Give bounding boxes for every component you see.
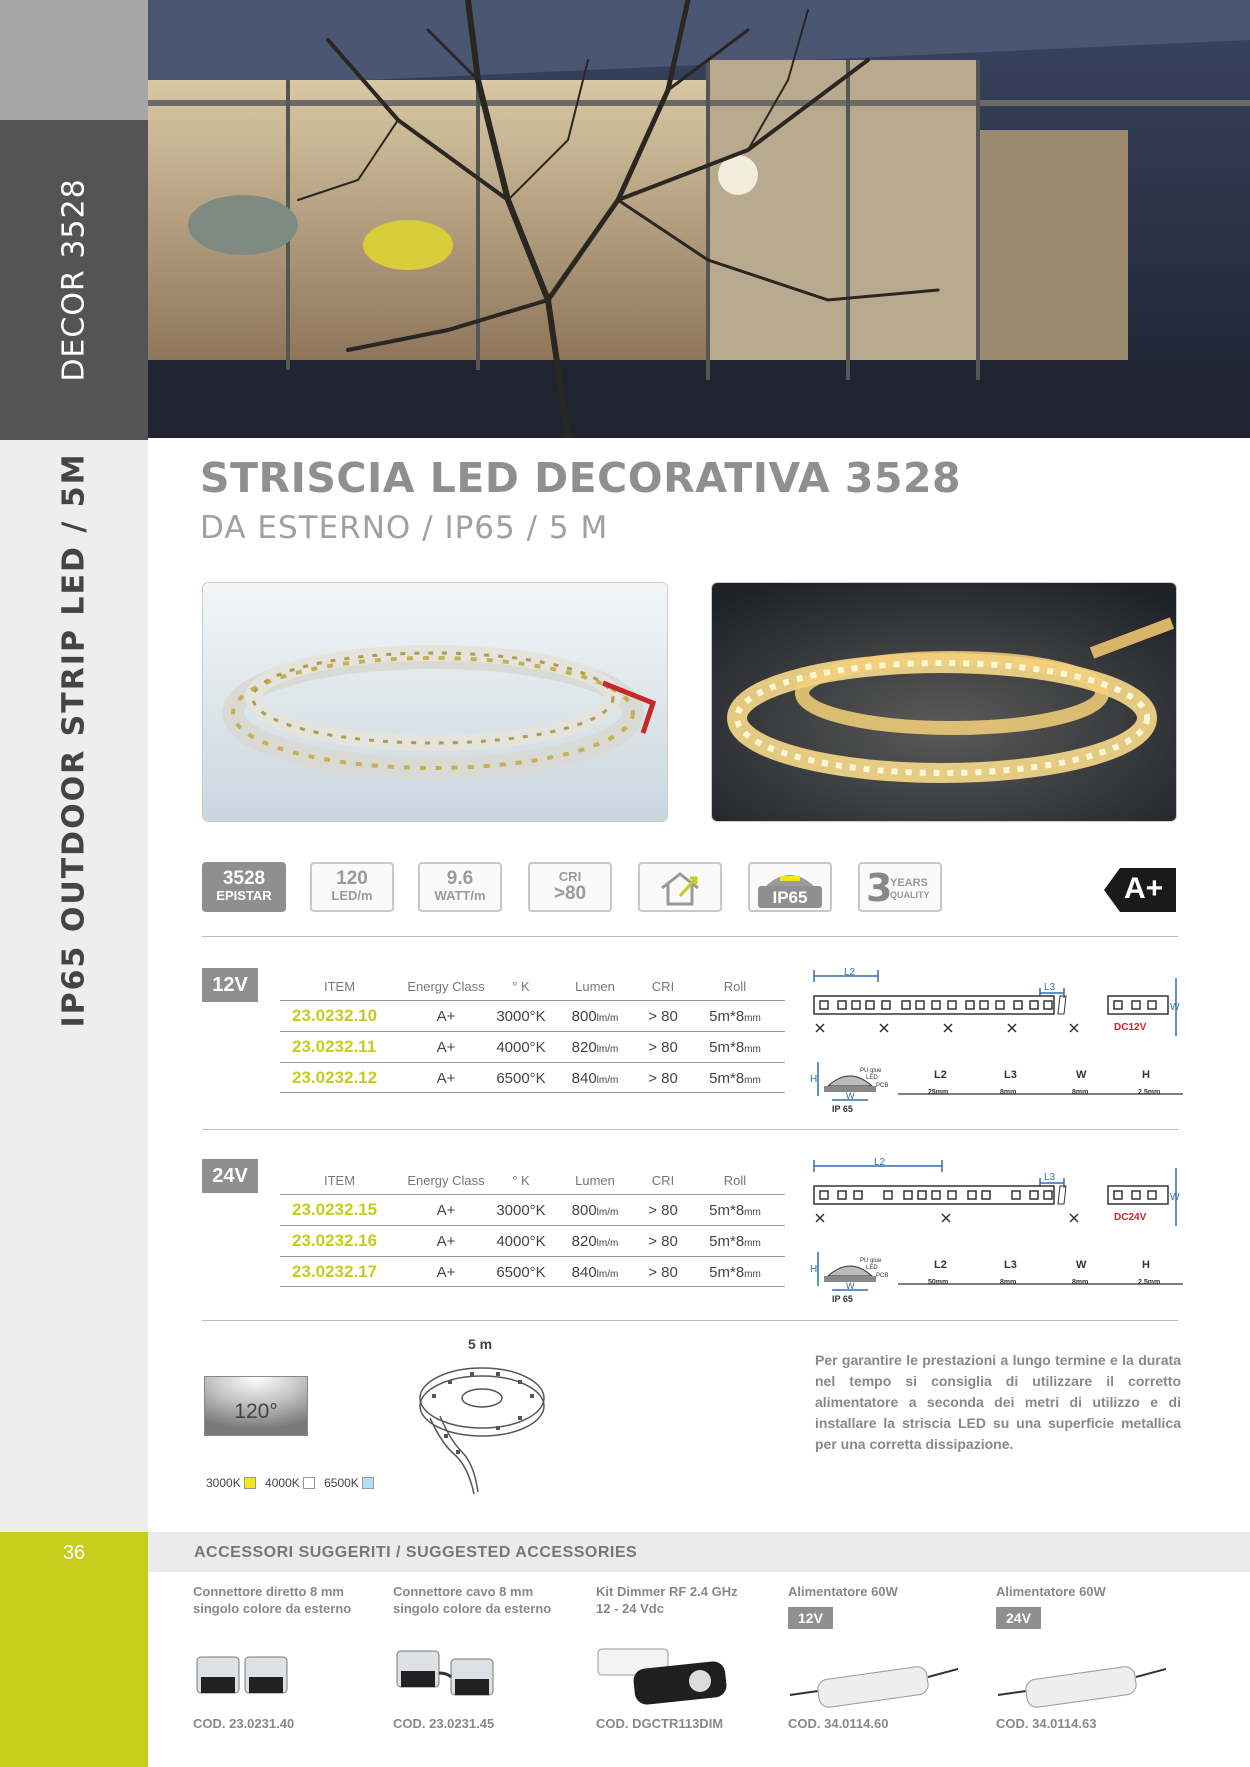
accessory-item: Kit Dimmer RF 2.4 GHz 12 - 24 Vdc COD. DGCTR113DIM (596, 1583, 786, 1617)
svg-text:L3: L3 (1004, 1259, 1017, 1271)
svg-text:W: W (1170, 1002, 1180, 1013)
product-table-24v (280, 1164, 785, 1287)
section-title: DECOR 3528 (56, 178, 92, 382)
svg-text:PCB: PCB (876, 1083, 889, 1089)
svg-text:25mm: 25mm (928, 1089, 949, 1096)
svg-text:W: W (1076, 1259, 1087, 1271)
svg-text:L3: L3 (1004, 1069, 1017, 1081)
svg-text:H: H (1142, 1069, 1150, 1081)
page-number: 36 (62, 1542, 86, 1564)
spec-icons (202, 862, 1177, 914)
spec-warranty: 3 YEARS QUALITY (858, 862, 942, 912)
svg-text:8mm: 8mm (1000, 1089, 1017, 1096)
svg-text:LED: LED (866, 1265, 878, 1271)
svg-text:H: H (810, 1074, 818, 1085)
accessory-item: Alimentatore 60W 24V COD. 34.0114.63 (996, 1583, 1186, 1629)
product-subtitle: DA ESTERNO / IP65 / 5 M (200, 510, 609, 546)
swatch-6500k (362, 1477, 374, 1489)
svg-text:PU glue: PU glue (860, 1258, 882, 1264)
svg-text:W: W (846, 1091, 855, 1101)
spec-cri: CRI >80 (528, 862, 612, 912)
reel-icon (412, 1354, 562, 1504)
table-row: 23.0232.15 A+ 3000°K 800lm/m > 80 5m*8mm (280, 1194, 785, 1225)
svg-text:2.5mm: 2.5mm (1138, 1089, 1161, 1096)
product-table-12v (280, 970, 785, 1093)
svg-text:W: W (1170, 1192, 1180, 1203)
svg-text:DC24V: DC24V (1114, 1212, 1147, 1223)
svg-text:L2: L2 (934, 1069, 947, 1081)
divider (202, 1320, 1178, 1321)
svg-text:IP 65: IP 65 (832, 1294, 853, 1304)
svg-text:50mm: 50mm (928, 1279, 949, 1286)
accessory-item: Alimentatore 60W 12V COD. 34.0114.60 (788, 1583, 978, 1629)
sidebar-page-block (0, 1532, 148, 1767)
product-photo-on (711, 582, 1177, 822)
power-supply-image (996, 1655, 1166, 1725)
spec-power: 9.6 WATT/m (418, 862, 502, 912)
svg-text:H: H (810, 1264, 818, 1275)
sidebar-top-block (0, 0, 148, 120)
table-row: 23.0232.11 A+ 4000°K 820lm/m > 80 5m*8mm (280, 1031, 785, 1062)
reel-length: 5 m (468, 1336, 493, 1352)
table-row: 23.0232.17 A+ 6500°K 840lm/m > 80 5m*8mm (280, 1256, 785, 1287)
hero-photo (148, 0, 1250, 438)
table-row: 23.0232.16 A+ 4000°K 820lm/m > 80 5m*8mm (280, 1225, 785, 1256)
svg-text:LED: LED (866, 1075, 878, 1081)
svg-text:L3: L3 (1044, 982, 1056, 993)
color-temperatures: 3000K 4000K 6500K (206, 1476, 380, 1490)
svg-text:IP 65: IP 65 (832, 1104, 853, 1114)
strip-diagram-24v (808, 1156, 1183, 1306)
svg-text:L3: L3 (1044, 1172, 1056, 1183)
connector-cable-image (393, 1643, 563, 1713)
accessory-item: Connettore diretto 8 mm singolo colore da esterno COD. 23.0231.40 (193, 1583, 383, 1617)
svg-text:W: W (1076, 1069, 1087, 1081)
category-title: IP65 OUTDOOR STRIP LED / 5M (56, 452, 92, 1028)
dimmer-kit-image (596, 1643, 766, 1713)
accessory-item: Connettore cavo 8 mm singolo colore da esterno COD. 23.0231.45 (393, 1583, 583, 1617)
table-header: ITEM Energy Class ° K Lumen CRI Roll (324, 1173, 747, 1188)
spec-chip: 3528 EPISTAR (202, 862, 286, 912)
svg-text:PCB: PCB (876, 1273, 889, 1279)
svg-text:8mm: 8mm (1000, 1279, 1017, 1286)
table-row: 23.0232.12 A+ 6500°K 840lm/m > 80 5m*8mm (280, 1062, 785, 1093)
svg-text:8mm: 8mm (1072, 1089, 1089, 1096)
svg-text:H: H (1142, 1259, 1150, 1271)
voltage-badge: 12V (788, 1607, 833, 1629)
divider (202, 936, 1178, 937)
svg-text:L2: L2 (874, 1157, 886, 1168)
beam-angle-label: 120° (234, 1400, 278, 1423)
product-photo-off (202, 582, 668, 822)
strip-diagram-12v (808, 966, 1183, 1116)
swatch-4000k (303, 1477, 315, 1489)
svg-text:L2: L2 (934, 1259, 947, 1271)
voltage-badge: 24V (996, 1607, 1041, 1629)
svg-text:PU glue: PU glue (860, 1068, 882, 1074)
voltage-badge-12v: 12V (202, 968, 258, 1002)
spec-outdoor-icon (638, 862, 722, 912)
voltage-badge-24v: 24V (202, 1159, 258, 1193)
svg-text:DC12V: DC12V (1114, 1022, 1147, 1033)
accessories-title: ACCESSORI SUGGERITI / SUGGESTED ACCESSORIES (194, 1544, 638, 1561)
spec-ip65: IP65 (748, 862, 832, 912)
svg-text:2.5mm: 2.5mm (1138, 1279, 1161, 1286)
spec-led-density: 120 LED/m (310, 862, 394, 912)
svg-text:W: W (846, 1281, 855, 1291)
swatch-3000k (244, 1477, 256, 1489)
divider (202, 1129, 1178, 1130)
energy-label: A+ (1104, 868, 1176, 912)
installation-note: Per garantire le prestazioni a lungo termine e la durata nel tempo si consiglia di utilizzare il corretto alimentatore a seconda dei metri di utilizzo e di installare la striscia LED su una superficie metallica per una corretta dissipazione. (815, 1352, 1181, 1452)
product-title: STRISCIA LED DECORATIVA 3528 (200, 454, 962, 502)
table-row: 23.0232.10 A+ 3000°K 800lm/m > 80 5m*8mm (280, 1000, 785, 1031)
connector-image (193, 1643, 363, 1713)
svg-text:L2: L2 (844, 967, 856, 978)
svg-text:8mm: 8mm (1072, 1279, 1089, 1286)
power-supply-image (788, 1655, 958, 1725)
table-header: ITEM Energy Class ° K Lumen CRI Roll (324, 979, 747, 994)
